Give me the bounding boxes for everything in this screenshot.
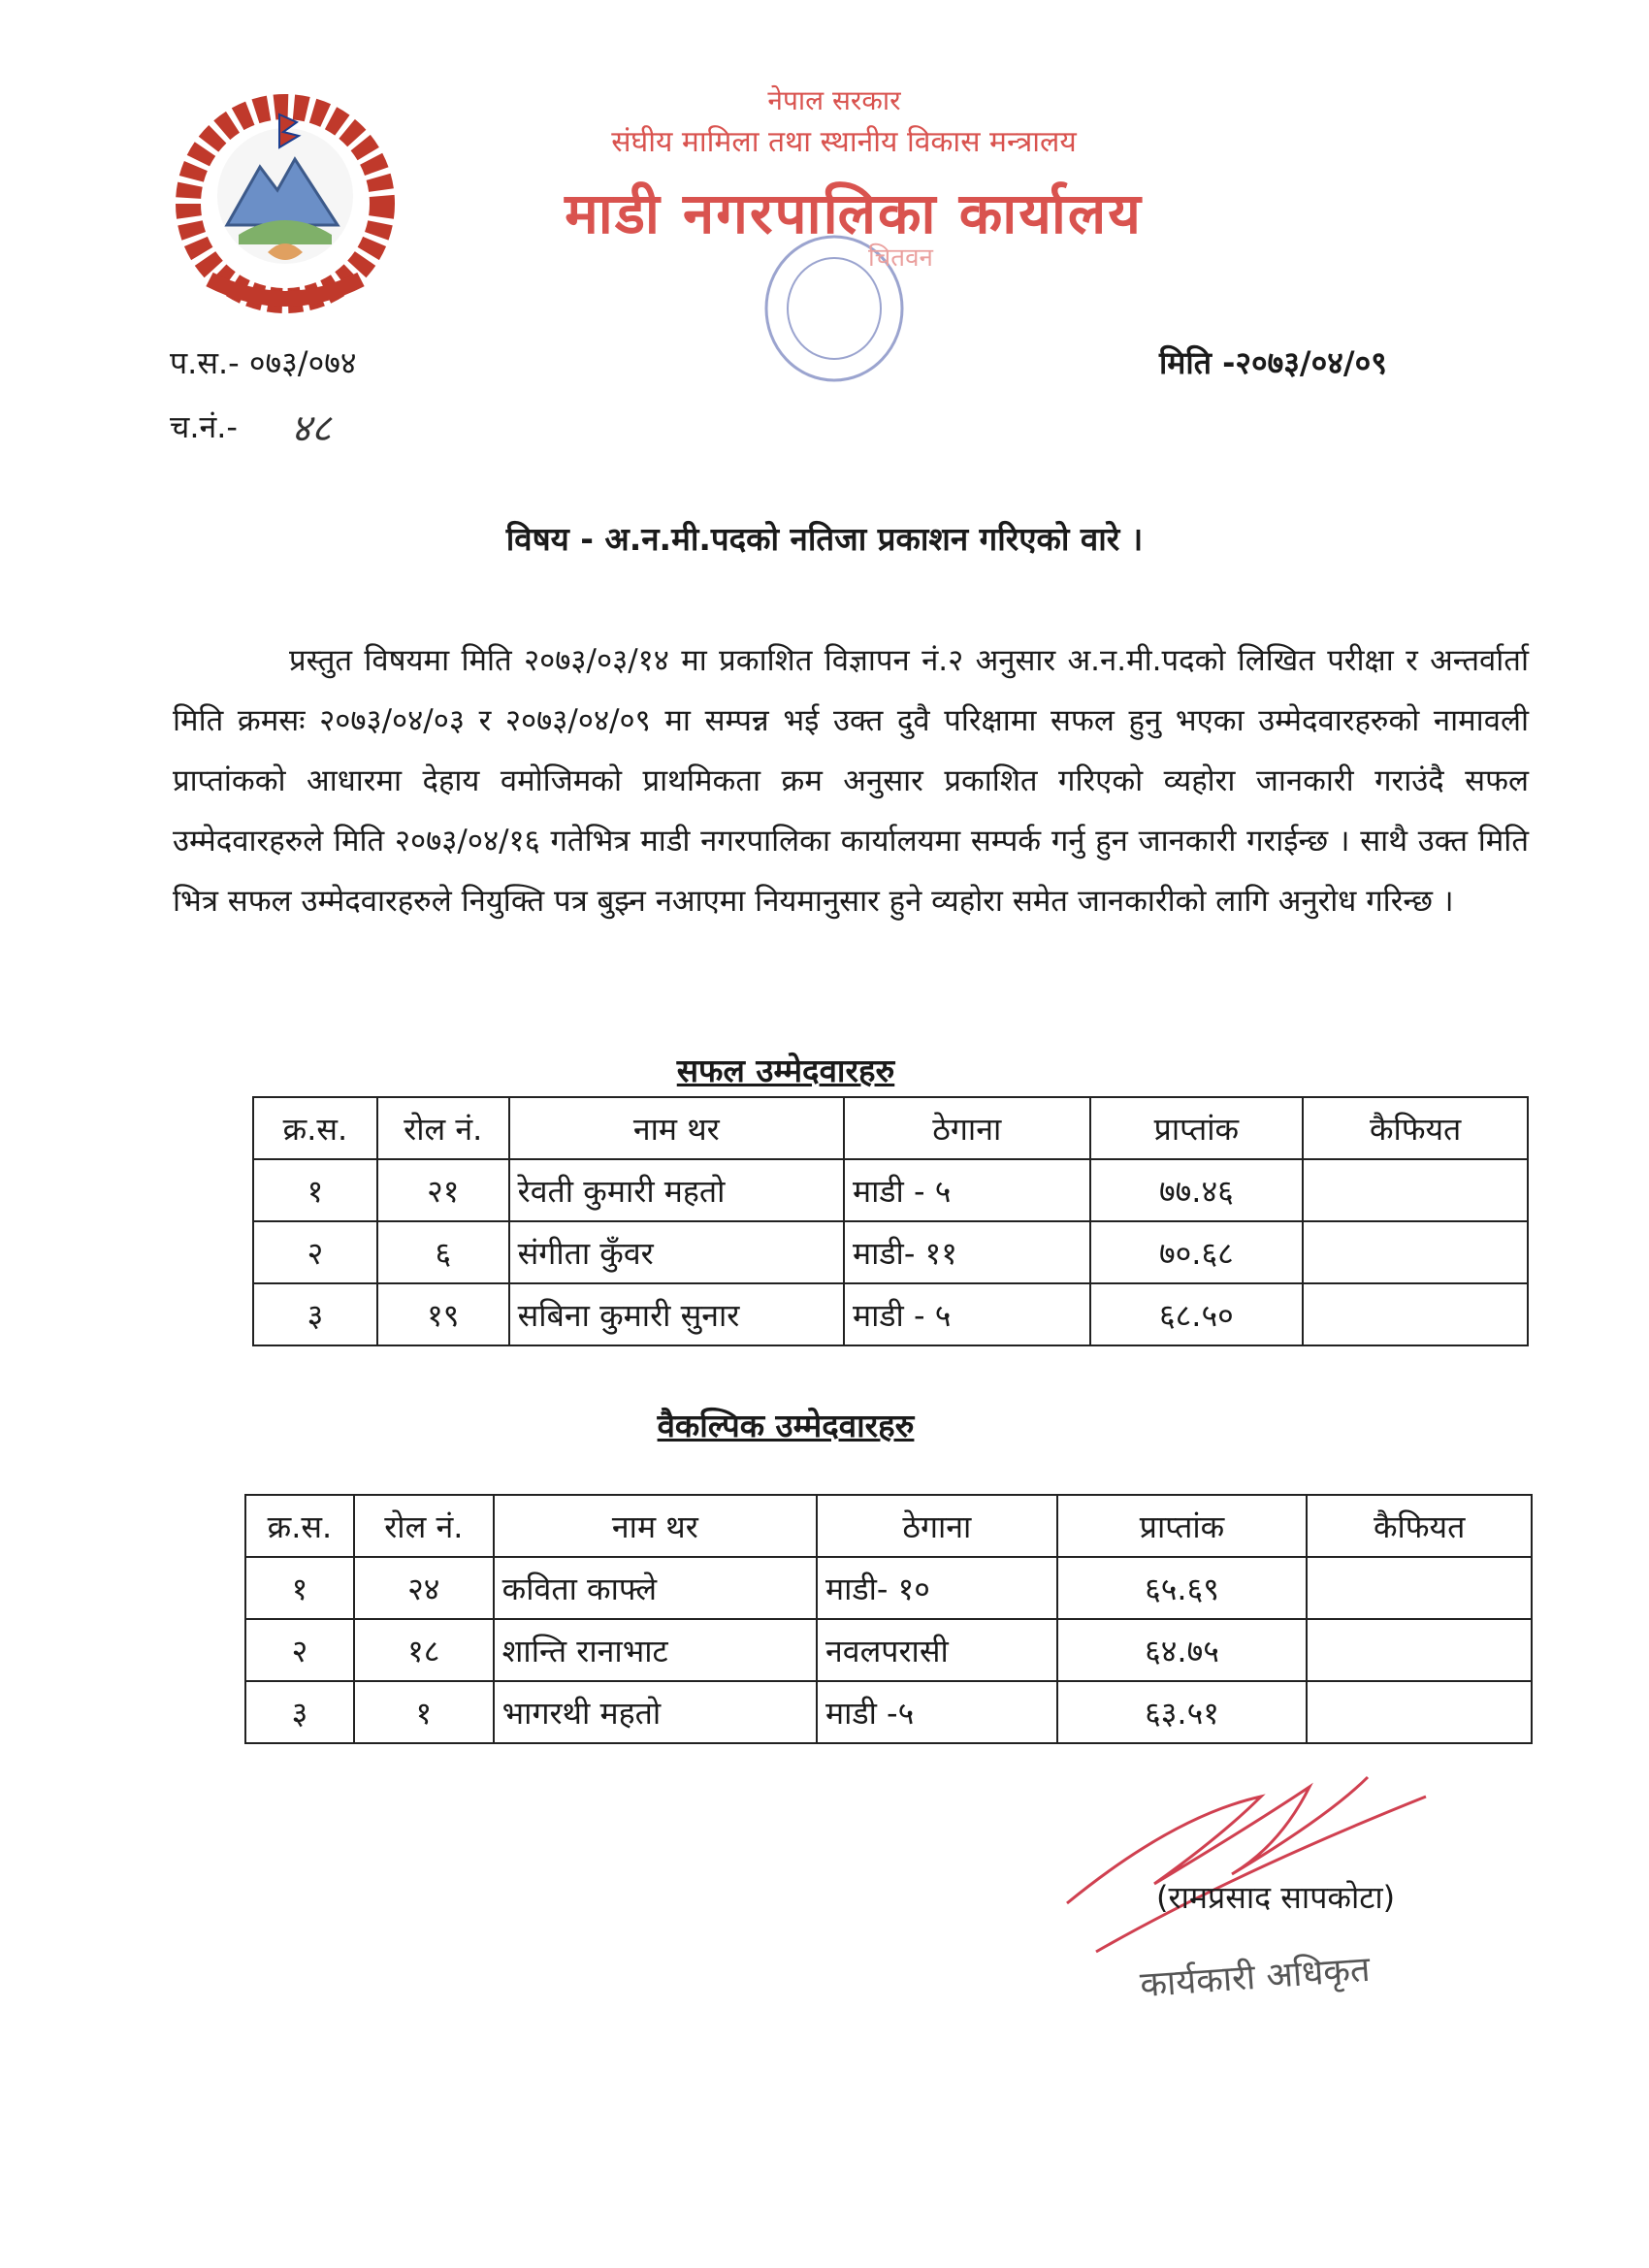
cell-remarks — [1307, 1557, 1532, 1619]
cell-score: ६४.७५ — [1057, 1619, 1308, 1681]
col-score: प्राप्तांक — [1057, 1495, 1308, 1557]
col-address: ठेगाना — [817, 1495, 1057, 1557]
cell-name: सबिना कुमारी सुनार — [509, 1283, 844, 1345]
table-row — [253, 1221, 1528, 1283]
cell-score: ७०.६८ — [1090, 1221, 1304, 1283]
cell-remarks — [1303, 1221, 1528, 1283]
table-row — [253, 1283, 1528, 1345]
table-row — [253, 1159, 1528, 1221]
alternate-candidates-title: वैकल्पिक उम्मेदवारहरु — [657, 1407, 915, 1444]
col-address: ठेगाना — [844, 1097, 1090, 1159]
cell-serial: ३ — [253, 1283, 377, 1345]
reference-number: प.स.- ०७३/०७४ — [170, 344, 357, 381]
cell-serial: ३ — [245, 1681, 354, 1743]
cell-name: संगीता कुँवर — [509, 1221, 844, 1283]
cell-roll: २१ — [377, 1159, 509, 1221]
cell-name: रेवती कुमारी महतो — [509, 1159, 844, 1221]
successful-candidates-title: सफल उम्मेदवारहरु — [676, 1052, 895, 1089]
cell-score: ७७.४६ — [1090, 1159, 1304, 1221]
cell-serial: १ — [245, 1557, 354, 1619]
cell-address: माडी- ११ — [844, 1221, 1090, 1283]
col-name: नाम थर — [509, 1097, 844, 1159]
table-row — [245, 1681, 1532, 1743]
signatory-title: कार्यकारी अधिकृत — [1138, 1949, 1372, 2006]
cell-remarks — [1303, 1159, 1528, 1221]
cell-score: ६५.६९ — [1057, 1557, 1308, 1619]
col-serial: क्र.स. — [253, 1097, 377, 1159]
cell-address: माडी -५ — [817, 1681, 1057, 1743]
cell-remarks — [1307, 1681, 1532, 1743]
alternate-candidates-table — [244, 1494, 1533, 1744]
cell-score: ६८.५० — [1090, 1283, 1304, 1345]
cell-roll: १९ — [377, 1283, 509, 1345]
cell-remarks — [1303, 1283, 1528, 1345]
letter-date: मिति -२०७३/०४/०९ — [1159, 344, 1387, 381]
cell-serial: २ — [245, 1619, 354, 1681]
cell-address: माडी - ५ — [844, 1283, 1090, 1345]
stamp-location-text: चितवन — [868, 243, 933, 273]
signatory-name: (रामप्रसाद सापकोटा) — [1156, 1879, 1396, 1916]
govt-name: नेपाल सरकार — [767, 84, 901, 116]
cell-address: माडी - ५ — [844, 1159, 1090, 1221]
letter-body: प्रस्तुत विषयमा मिति २०७३/०३/१४ मा प्रकाशित विज्ञापन नं.२ अनुसार अ.न.मी.पदको लिखित परीक्षा र अन्तर्वार्ता मिति क्रमसः २०७३/०४/०३ र २०७३/०४/०९ मा सम्पन्न भई उक्त दुवै परिक्षामा सफल हुनु भएका उम्मेदवारहरुको नामावली प्राप्तांकको आधारमा देहाय वमोजिमको प्राथमिकता क्रम अनुसार प्रकाशित गरिएको व्यहोरा जानकारी गराउंदै सफल उम्मेदवारहरुले मिति २०७३/०४/१६ गतेभित्र माडी नगरपालिका कार्यालयमा सम्पर्क गर्नु हुन जानकारी गराईन्छ । साथै उक्त मिति भित्र सफल उम्मेदवारहरुले नियुक्ति पत्र बुझ्न नआएमा नियमानुसार हुने व्यहोरा समेत जानकारीको लागि अनुरोध गरिन्छ । — [173, 643, 1529, 919]
col-serial: क्र.स. — [245, 1495, 354, 1557]
office-name: माडी नगरपालिका कार्यालय — [565, 180, 1143, 246]
nepal-govt-emblem — [171, 89, 400, 318]
cell-roll: २४ — [354, 1557, 494, 1619]
col-remarks: कैफियत — [1307, 1495, 1532, 1557]
col-remarks: कैफियत — [1303, 1097, 1528, 1159]
letter-subject: विषय - अ.न.मी.पदको नतिजा प्रकाशन गरिएको वारे । — [505, 520, 1144, 558]
table-row — [245, 1619, 1532, 1681]
table-header-row — [253, 1097, 1528, 1159]
ministry-name: संघीय मामिला तथा स्थानीय विकास मन्त्रालय — [611, 125, 1077, 159]
cell-roll: १८ — [354, 1619, 494, 1681]
cell-remarks — [1307, 1619, 1532, 1681]
table-row — [245, 1557, 1532, 1619]
cell-score: ६३.५१ — [1057, 1681, 1308, 1743]
cell-serial: २ — [253, 1221, 377, 1283]
col-name: नाम थर — [494, 1495, 817, 1557]
successful-candidates-table — [252, 1096, 1529, 1346]
cell-name: कविता काफ्ले — [494, 1557, 817, 1619]
table-header-row — [245, 1495, 1532, 1557]
col-roll: रोल नं. — [354, 1495, 494, 1557]
col-roll: रोल नं. — [377, 1097, 509, 1159]
cell-address: माडी- १० — [817, 1557, 1057, 1619]
cell-roll: १ — [354, 1681, 494, 1743]
office-stamp — [723, 231, 946, 386]
cell-roll: ६ — [377, 1221, 509, 1283]
cell-address: नवलपरासी — [817, 1619, 1057, 1681]
dispatch-number: ४८ — [291, 406, 332, 451]
cell-name: शान्ति रानाभाट — [494, 1619, 817, 1681]
dispatch-label: च.नं.- — [170, 408, 238, 445]
col-score: प्राप्तांक — [1090, 1097, 1304, 1159]
cell-serial: १ — [253, 1159, 377, 1221]
cell-name: भागरथी महतो — [494, 1681, 817, 1743]
